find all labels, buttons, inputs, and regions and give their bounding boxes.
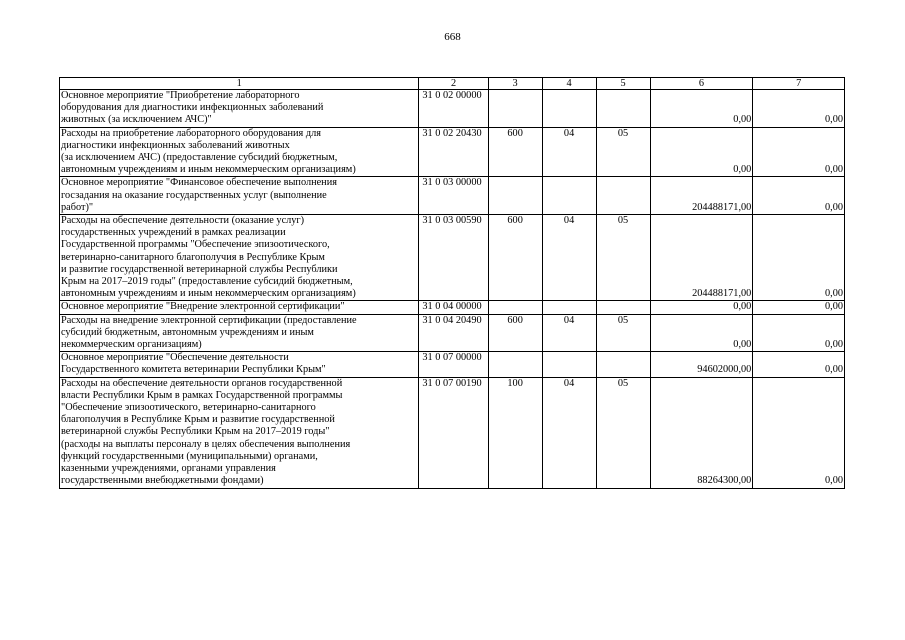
cell-section [542, 177, 596, 215]
cell-amount-col6: 0,00 [650, 301, 753, 314]
cell-amount-col7: 0,00 [753, 314, 845, 352]
cell-description: Расходы на обеспечение деятельности органов государственной власти Республики Крым в рамках Государственной программы "Обеспечение эпизоотического, ветеринарно-санитарного благополучия в Республике Крым и развитие государственной ветеринарной службы Республики Крым на 2017–2019 годы" (расходы на выплаты персоналу в целях обеспечения выполнения функций государственными (муниципальными) органами, казенными учреждениями, органами управления государственными внебюджетными фондами) [60, 377, 419, 488]
cell-expense-type: 600 [488, 314, 542, 352]
cell-expense-type: 600 [488, 215, 542, 301]
cell-amount-col7: 0,00 [753, 177, 845, 215]
cell-target-article: 31 0 07 00190 [419, 377, 488, 488]
table-row [60, 127, 845, 177]
cell-amount-col6: 94602000,00 [650, 352, 753, 377]
cell-amount-col7: 0,00 [753, 301, 845, 314]
cell-target-article: 31 0 02 20430 [419, 127, 488, 177]
column-header: 6 [650, 78, 753, 90]
cell-section: 04 [542, 377, 596, 488]
table-row [60, 377, 845, 488]
cell-section [542, 90, 596, 128]
column-header: 2 [419, 78, 488, 90]
column-header: 5 [596, 78, 650, 90]
cell-target-article: 31 0 04 00000 [419, 301, 488, 314]
page-number: 668 [444, 31, 461, 43]
cell-description: Расходы на внедрение электронной сертификации (предоставление субсидий бюджетным, автономным учреждениям и иным некоммерческим организациям) [60, 314, 419, 352]
cell-description: Расходы на приобретение лабораторного оборудования для диагностики инфекционных заболеваний животных (за исключением АЧС) (предоставление субсидий бюджетным, автономным учреждениям и иным некоммерческим организациям) [60, 127, 419, 177]
column-header: 1 [60, 78, 419, 90]
cell-expense-type: 100 [488, 377, 542, 488]
cell-amount-col7: 0,00 [753, 90, 845, 128]
cell-description: Основное мероприятие "Финансовое обеспечение выполнения госзадания на оказание государственных услуг (выполнение работ)" [60, 177, 419, 215]
cell-expense-type [488, 352, 542, 377]
cell-subsection [596, 90, 650, 128]
table-row [60, 301, 845, 314]
cell-section [542, 352, 596, 377]
column-header: 7 [753, 78, 845, 90]
cell-expense-type [488, 177, 542, 215]
cell-target-article: 31 0 03 00000 [419, 177, 488, 215]
table-header-row [60, 78, 845, 90]
table-row [60, 314, 845, 352]
cell-section: 04 [542, 314, 596, 352]
cell-amount-col7: 0,00 [753, 215, 845, 301]
cell-subsection: 05 [596, 215, 650, 301]
cell-target-article: 31 0 03 00590 [419, 215, 488, 301]
cell-description: Основное мероприятие "Обеспечение деятельности Государственного комитета ветеринарии Республики Крым" [60, 352, 419, 377]
cell-expense-type [488, 301, 542, 314]
cell-amount-col6: 0,00 [650, 90, 753, 128]
cell-amount-col7: 0,00 [753, 377, 845, 488]
table-row [60, 177, 845, 215]
cell-amount-col7: 0,00 [753, 127, 845, 177]
cell-section [542, 301, 596, 314]
cell-subsection: 05 [596, 377, 650, 488]
cell-amount-col6: 204488171,00 [650, 215, 753, 301]
cell-description: Основное мероприятие "Внедрение электронной сертификации" [60, 301, 419, 314]
cell-subsection [596, 177, 650, 215]
cell-amount-col7: 0,00 [753, 352, 845, 377]
cell-subsection: 05 [596, 127, 650, 177]
table-row [60, 90, 845, 128]
cell-subsection [596, 352, 650, 377]
column-header: 3 [488, 78, 542, 90]
cell-amount-col6: 0,00 [650, 314, 753, 352]
cell-section: 04 [542, 215, 596, 301]
cell-amount-col6: 0,00 [650, 127, 753, 177]
cell-expense-type: 600 [488, 127, 542, 177]
cell-expense-type [488, 90, 542, 128]
table-body [60, 90, 845, 489]
column-header: 4 [542, 78, 596, 90]
cell-target-article: 31 0 07 00000 [419, 352, 488, 377]
cell-description: Основное мероприятие "Приобретение лабораторного оборудования для диагностики инфекционных заболеваний животных (за исключением АЧС)" [60, 90, 419, 128]
table-row [60, 215, 845, 301]
cell-subsection: 05 [596, 314, 650, 352]
cell-subsection [596, 301, 650, 314]
cell-target-article: 31 0 02 00000 [419, 90, 488, 128]
cell-amount-col6: 204488171,00 [650, 177, 753, 215]
cell-target-article: 31 0 04 20490 [419, 314, 488, 352]
cell-description: Расходы на обеспечение деятельности (оказание услуг) государственных учреждений в рамках реализации Государственной программы "Обеспечение эпизоотического, ветеринарно-санитарного благополучия в Республике Крым и развитие государственной ветеринарной службы Республики Крым на 2017–2019 годы" (предоставление субсидий бюджетным, автономным учреждениям и иным некоммерческим организациям) [60, 215, 419, 301]
table-row [60, 352, 845, 377]
cell-amount-col6: 88264300,00 [650, 377, 753, 488]
budget-table [59, 77, 845, 489]
cell-section: 04 [542, 127, 596, 177]
